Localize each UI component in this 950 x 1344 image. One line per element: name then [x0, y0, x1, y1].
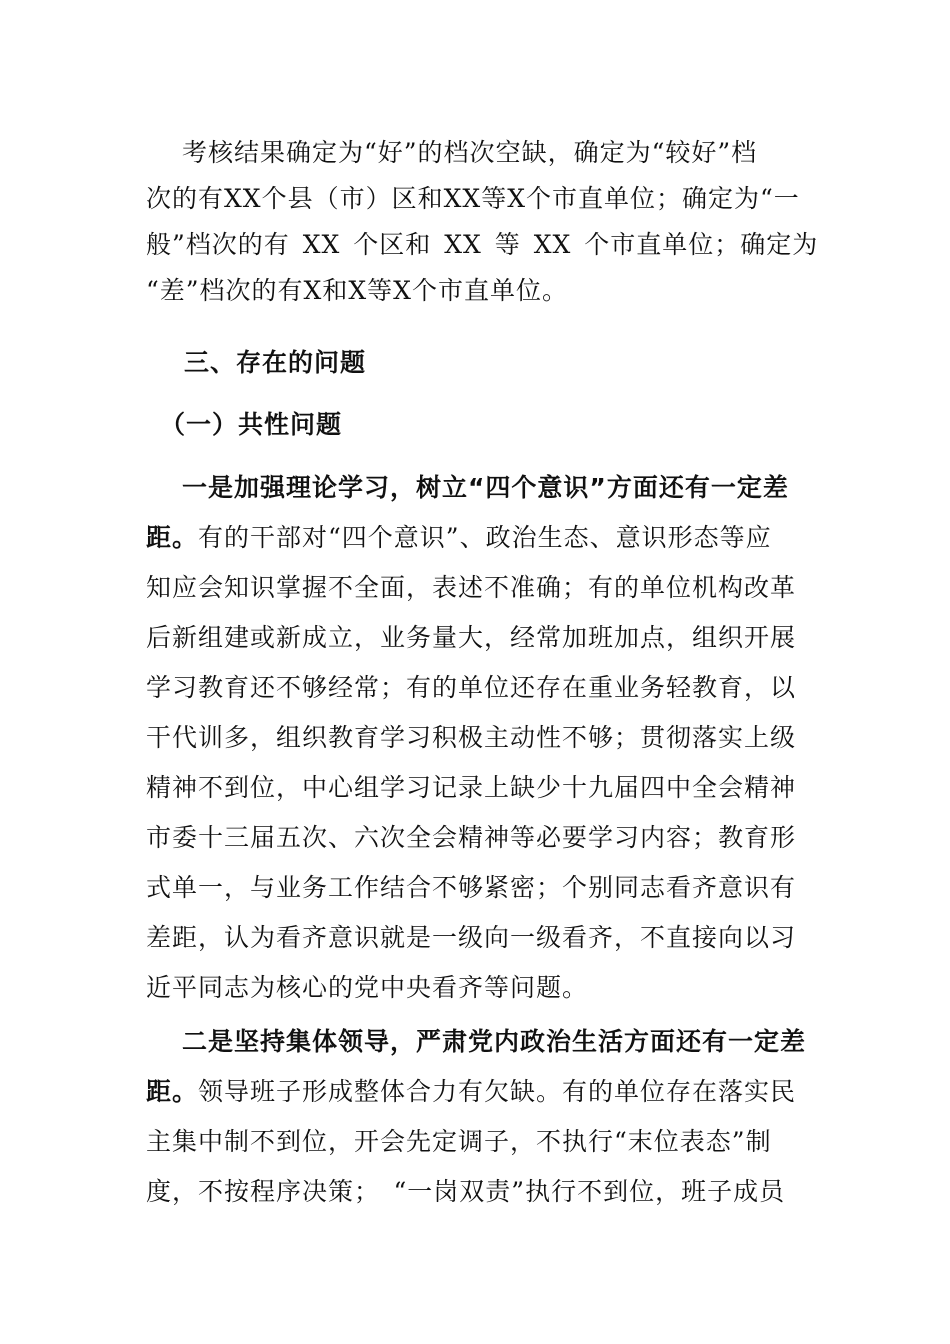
item-one-line: 知应会知识掌握不全面，表述不准确；有的单位机构改革: [146, 573, 797, 602]
subsection-heading: （一）共性问题: [160, 410, 343, 439]
results-line-2: 次的有XX个县（市）区和XX等X个市直单位；确定为“一: [146, 184, 800, 213]
item-one-line: 精神不到位，中心组学习记录上缺少十九届四中全会精神: [146, 773, 797, 802]
item-two-bold-lead: 二是坚持集体领导，严肃党内政治生活方面还有一定差: [182, 1027, 807, 1056]
item-one-line: 式单一，与业务工作结合不够紧密；个别同志看齐意识有: [146, 873, 797, 902]
item-one-line: 市委十三届五次、六次全会精神等必要学习内容；教育形: [146, 823, 797, 852]
item-one-line-2: [146, 513, 806, 563]
item-one-line: 干代训多，组织教育学习积极主动性不够；贯彻落实上级: [146, 723, 797, 752]
item-one-line: 近平同志为核心的党中央看齐等问题。: [146, 973, 589, 1002]
item-one-line-2-text: 有的干部对“四个意识”、政治生态、意识形态等应: [198, 523, 772, 552]
item-one-line: 后新组建或新成立，业务量大，经常加班加点，组织开展: [146, 623, 797, 652]
item-two-line: 主集中制不到位，开会先定调子，不执行“末位表态”制: [146, 1127, 772, 1156]
results-line-3: 般”档次的有 XX 个区和 XX 等 XX 个市直单位；确定为: [146, 230, 819, 259]
item-one-line: 学习教育还不够经常；有的单位还存在重业务轻教育，以: [146, 673, 797, 702]
item-two-line-2-text: 领导班子形成整体合力有欠缺。有的单位存在落实民: [198, 1077, 797, 1106]
item-one-bold-lead: 一是加强理论学习，树立“四个意识”方面还有一定差: [182, 473, 789, 502]
results-line-1: 考核结果确定为“好”的档次空缺，确定为“较好”档: [182, 138, 758, 167]
item-one-line: 差距，认为看齐意识就是一级向一级看齐，不直接向以习: [146, 923, 797, 952]
results-line-4: “差”档次的有X和X等X个市直单位。: [146, 276, 568, 305]
section-heading: 三、存在的问题: [184, 348, 367, 377]
results-paragraph: [146, 130, 819, 314]
item-two-bold-end: 距。: [146, 1077, 199, 1106]
item-one-bold-end: 距。: [146, 523, 199, 552]
item-two-line-2: [146, 1067, 806, 1117]
item-two-line: 度，不按程序决策； “一岗双责”执行不到位，班子成员: [146, 1177, 786, 1206]
item-one-paragraph: [146, 463, 806, 1013]
item-two-paragraph: [146, 1017, 806, 1217]
